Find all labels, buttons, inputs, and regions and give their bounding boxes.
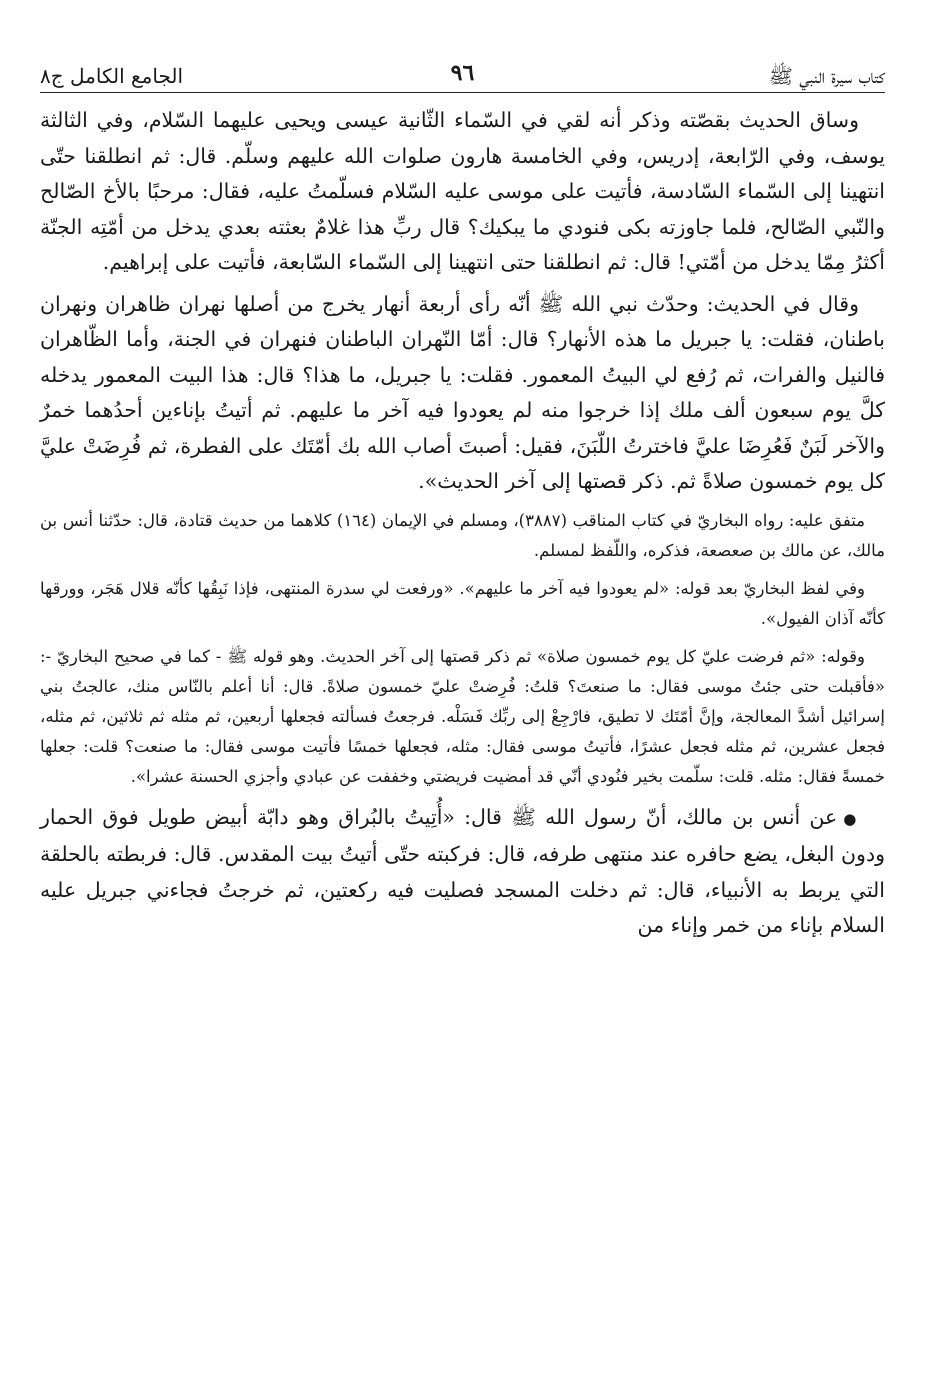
header-section-title: كتاب سيرة النبي ﷺ bbox=[768, 64, 885, 88]
page-header bbox=[40, 52, 885, 93]
footnote-bukhari-wording: وفي لفظ البخاريّ بعد قوله: «لم يعودوا فيه آخر ما عليهم». «ورفعت لي سدرة المنتهى، فإذا نَبِقُها كأنّه قلال هَجَر، وورقها كأنّه آذان الفيول». bbox=[40, 578, 885, 628]
paragraph-buraq-text: عن أنس بن مالك، أنّ رسول الله ﷺ قال: «أُتِيتُ بالبُراق وهو دابّة أبيض طويل فوق الحمار ودون البغل، يضع حافره عند منتهى طرفه، قال: فركبته حتّى أتيتُ بيت المقدس. قال: فربطته بالحلقة التي يربط به الأنبياء، قال: ثم دخلت المسجد فصليت فيه ركعتين، ثم خرجتُ فجاءني جبريل عليه السلام بإناء من خمر وإناء من bbox=[40, 804, 885, 937]
header-book-title: الجامع الكامل ج٨ bbox=[40, 64, 184, 88]
footnote-takhrij: متفق عليه: رواه البخاريّ في كتاب المناقب (٣٨٨٧)، ومسلم في الإيمان (١٦٤) كلاهما من حديث قتادة، قال: حدّثنا أنس بن مالك، عن مالك بن صعصعة، فذكره، واللّفظ لمسلم. bbox=[40, 510, 885, 560]
bullet-icon: ● bbox=[843, 809, 860, 828]
book-page bbox=[40, 52, 885, 950]
paragraph-four-rivers: وقال في الحديث: وحدّث نبي الله ﷺ أنّه رأى أربعة أنهار يخرج من أصلها نهران ظاهران ونهران باطنان، فقلت: يا جبريل ما هذه الأنهار؟ قال: أمّا النّهران الباطنان فنهران في الجنة، وأما الظّاهران فالنيل والفرات، ثم رُفع لي البيتُ المعمور. فقلت: يا جبريل، ما هذا؟ قال: هذا البيت المعمور يدخله كلَّ يوم سبعون ألف ملك إذا خرجوا منه لم يعودوا فيه آخر ما عليهم. ثم أتيتُ بإناءين أحدُهما خمرٌ والآخر لَبَنٌ فَعُرِضَا عليَّ فاخترتُ اللّبَنَ، فقيل: أصبتَ أصاب الله بك أمّتَك على الفطرة، ثم فُرِضَتْ عليَّ كل يوم خمسون صلاةً ثم. ذكر قصتها إلى آخر الحديث». bbox=[40, 291, 885, 493]
paragraph-ascension-heavens: وساق الحديث بقصّته وذكر أنه لقي في السّماء الثّانية عيسى ويحيى عليهما السّلام، وفي الثالثة يوسف، وفي الرّابعة، إدريس، وفي الخامسة هارون صلوات الله عليهم وسلّم. قال: ثم انطلقنا حتّى انتهينا إلى السّماء السّادسة، فأتيت على موسى عليه السّلام فسلّمتُ عليه، فقال: مرحبًا بالأخ الصّالح والنّبي الصّالح، فلما جاوزته بكى فنودي ما يبكيك؟ قال ربِّ هذا غلامٌ بعثته بعدي يدخل من أمّتِه الجنّة أكثرُ مِمّا يدخل من أمّتي! قال: ثم انطلقنا حتى انتهينا إلى السّماء السّابعة، فأتيت على إبراهيم. bbox=[40, 108, 885, 274]
page-number: ٩٦ bbox=[450, 60, 475, 86]
paragraph-buraq bbox=[40, 800, 885, 944]
footnote-fifty-prayers: وقوله: «ثم فرضت عليّ كل يوم خمسون صلاة» ثم ذكر قصتها إلى آخر الحديث. وهو قوله ﷺ - كما في صحيح البخاريّ -: «فأقبلت حتى جئتُ موسى فقال: ما صنعتَ؟ قلتُ: فُرِضتْ عليّ خمسون صلاةً. قال: أنا أعلم بالنّاس منك، عالجتُ بني إسرائيل أشدَّ المعالجة، وإنَّ أمّتَك لا تطيق، فارْجِعْ إلى ربِّك فَسَلْه. فرجعتُ فسألته فجعلها أربعين، ثم مثله ثم ثلاثين، ثم مثله، فجعل عشرين، ثم مثله فجعل عشرًا، فأتيتُ موسى فقال: مثله، فجعلها خمسًا فأتيت موسى فقال: ما صنعت؟ قلت: جعلها خمسةً فقال: مثله. قلت: سلّمت بخير فنُودي أنّي قد أمضيت فريضتي وخففت عن عبادي وأجزي الحسنة عشرا». bbox=[40, 646, 885, 786]
page-content bbox=[40, 103, 885, 944]
